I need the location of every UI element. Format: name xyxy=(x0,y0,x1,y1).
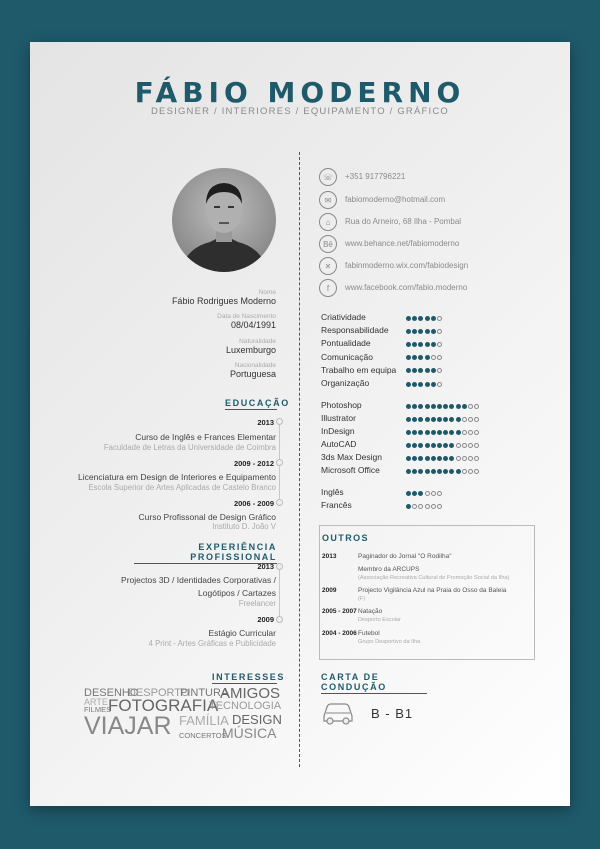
rating-dot-filled xyxy=(425,329,430,334)
rating-dot-empty xyxy=(474,417,479,422)
rating-dot-filled xyxy=(443,430,448,435)
interest-word: DESPORTO xyxy=(128,687,190,699)
resume-name: FÁBIO MODERNO xyxy=(134,76,466,109)
rating-dot-filled xyxy=(406,382,411,387)
rating-dot-empty xyxy=(468,430,473,435)
education-school: Faculdade de Letras da Universidade de Coimbra xyxy=(103,443,276,452)
skill-label: Illustrator xyxy=(321,413,356,423)
contact-phone: +351 917796221 xyxy=(345,172,406,181)
behance-icon: Bē xyxy=(319,235,337,253)
outros-title: Paginador do Jornal "O Rodilha" xyxy=(358,553,452,560)
rating-dot-empty xyxy=(425,504,430,509)
rating-dot-filled xyxy=(431,368,436,373)
skill-label: Inglês xyxy=(321,487,344,497)
column-divider xyxy=(299,152,300,767)
contact-behance[interactable]: www.behance.net/fabiomoderno xyxy=(345,239,460,248)
rating-dot-filled xyxy=(412,469,417,474)
skill-rating xyxy=(406,453,479,463)
rating-dot-empty xyxy=(437,316,442,321)
rating-dot-filled xyxy=(431,316,436,321)
education-year: 2013 xyxy=(257,418,274,427)
rating-dot-filled xyxy=(437,404,442,409)
rating-dot-filled xyxy=(412,443,417,448)
experience-timeline xyxy=(279,566,280,620)
rating-dot-filled xyxy=(449,443,454,448)
rating-dot-filled xyxy=(431,417,436,422)
rating-dot-filled xyxy=(412,316,417,321)
mail-icon: ✉ xyxy=(319,191,337,209)
rating-dot-filled xyxy=(412,430,417,435)
rating-dot-filled xyxy=(425,430,430,435)
rating-dot-filled xyxy=(406,504,411,509)
rating-dot-filled xyxy=(412,382,417,387)
rating-dot-filled xyxy=(431,430,436,435)
rating-dot-empty xyxy=(468,469,473,474)
rating-dot-empty xyxy=(431,355,436,360)
outros-year: 2004 - 2006 xyxy=(322,630,357,637)
rating-dot-filled xyxy=(412,417,417,422)
rating-dot-filled xyxy=(406,342,411,347)
rating-dot-filled xyxy=(412,456,417,461)
skill-label: Comunicação xyxy=(321,351,373,362)
rating-dot-empty xyxy=(437,382,442,387)
rating-dot-filled xyxy=(425,316,430,321)
rating-dot-empty xyxy=(437,329,442,334)
education-heading: EDUCAÇÃO xyxy=(225,398,290,408)
rating-dot-filled xyxy=(406,404,411,409)
education-year: 2006 - 2009 xyxy=(233,499,274,508)
rating-dot-filled xyxy=(412,355,417,360)
rating-dot-filled xyxy=(425,443,430,448)
experience-company: 4 Print - Artes Gráficas e Publicidade xyxy=(148,639,276,648)
outros-heading: OUTROS xyxy=(322,533,369,543)
rating-dot-empty xyxy=(425,491,430,496)
rating-dot-filled xyxy=(406,329,411,334)
rating-dot-filled xyxy=(406,316,411,321)
rating-dot-filled xyxy=(431,342,436,347)
rating-dot-empty xyxy=(468,443,473,448)
interest-word: TECNOLOGIA xyxy=(209,700,282,712)
rating-dot-filled xyxy=(425,456,430,461)
rating-dot-filled xyxy=(425,382,430,387)
experience-title: Logótipos / Cartazes xyxy=(198,588,276,598)
interest-word: FAMÍLIA xyxy=(179,713,229,728)
rating-dot-empty xyxy=(437,368,442,373)
rating-dot-empty xyxy=(431,504,436,509)
rating-dot-filled xyxy=(406,355,411,360)
timeline-dot xyxy=(276,459,283,466)
rating-dot-filled xyxy=(418,443,423,448)
skill-label: Photoshop xyxy=(321,400,362,410)
outros-sub: Desporto Escolar xyxy=(358,617,401,623)
skill-rating xyxy=(406,440,479,450)
rating-dot-filled xyxy=(406,430,411,435)
contact-website[interactable]: fabinmoderno.wix.com/fabiodesign xyxy=(345,261,469,270)
rating-dot-filled xyxy=(431,443,436,448)
outros-sub: (Associação Recreativa Cultural de Promoção Social da Ilha) xyxy=(358,575,510,581)
skill-rating xyxy=(406,313,442,323)
profile-photo xyxy=(172,168,276,272)
rating-dot-empty xyxy=(412,504,417,509)
rating-dot-filled xyxy=(431,469,436,474)
skill-label: 3ds Max Design xyxy=(321,452,382,462)
rating-dot-empty xyxy=(437,342,442,347)
skill-label: AutoCAD xyxy=(321,439,357,449)
personal-value: Portuguesa xyxy=(229,369,276,379)
experience-year: 2013 xyxy=(257,562,274,571)
skill-rating xyxy=(406,466,479,476)
personal-label: Naturalidade xyxy=(239,338,276,345)
education-title: Licenciatura em Design de Interiores e Equipamento xyxy=(78,472,276,482)
experience-title: Estágio Curricular xyxy=(208,628,276,638)
skill-rating xyxy=(406,488,442,498)
rating-dot-empty xyxy=(462,456,467,461)
home-icon: ⌂ xyxy=(319,213,337,231)
skill-rating xyxy=(406,353,442,363)
rating-dot-filled xyxy=(418,355,423,360)
rating-dot-filled xyxy=(431,456,436,461)
timeline-dot xyxy=(276,418,283,425)
rating-dot-filled xyxy=(418,491,423,496)
outros-sub: (F) xyxy=(358,596,366,602)
interest-word: AMIGOS xyxy=(220,685,281,702)
skill-label: Trabalho em equipa xyxy=(321,364,397,375)
interest-word: ARTE xyxy=(84,697,108,707)
rating-dot-empty xyxy=(462,469,467,474)
rating-dot-filled xyxy=(418,404,423,409)
rating-dot-filled xyxy=(418,456,423,461)
rating-dot-empty xyxy=(474,456,479,461)
experience-title: Projectos 3D / Identidades Corporativas / xyxy=(121,575,276,585)
personal-label: Nacionalidade xyxy=(234,362,276,369)
education-school: Escola Superior de Artes Aplicadas de Castelo Branco xyxy=(88,483,276,492)
rating-dot-empty xyxy=(462,430,467,435)
education-title: Curso Profissonal de Design Gráfico xyxy=(138,512,276,522)
rating-dot-empty xyxy=(474,430,479,435)
rating-dot-empty xyxy=(437,491,442,496)
rating-dot-empty xyxy=(468,417,473,422)
rating-dot-filled xyxy=(431,329,436,334)
personal-value: 08/04/1991 xyxy=(230,320,276,330)
contact-address: Rua do Arneiro, 68 Ilha - Pombal xyxy=(345,217,462,226)
rating-dot-filled xyxy=(431,382,436,387)
skill-label: Francês xyxy=(321,500,352,510)
education-year: 2009 - 2012 xyxy=(233,459,274,468)
rating-dot-empty xyxy=(462,443,467,448)
rating-dot-filled xyxy=(412,368,417,373)
skill-label: Organização xyxy=(321,378,370,388)
rating-dot-filled xyxy=(437,443,442,448)
experience-heading: EXPERIÊNCIA PROFISSIONAL xyxy=(134,542,277,564)
rating-dot-filled xyxy=(456,469,461,474)
rating-dot-filled xyxy=(412,491,417,496)
interests-word-cloud xyxy=(84,686,284,746)
rating-dot-filled xyxy=(443,417,448,422)
rating-dot-filled xyxy=(425,469,430,474)
rating-dot-filled xyxy=(418,342,423,347)
outros-sub: Grupo Desportivo da Ilha xyxy=(358,639,421,645)
outros-year: 2005 - 2007 xyxy=(322,608,357,615)
rating-dot-empty xyxy=(437,504,442,509)
license-heading: CARTA DE CONDUÇÃO xyxy=(321,672,427,694)
rating-dot-filled xyxy=(418,382,423,387)
rating-dot-empty xyxy=(418,504,423,509)
rating-dot-filled xyxy=(437,417,442,422)
portrait-icon xyxy=(172,168,276,272)
skill-rating xyxy=(406,501,442,511)
rating-dot-filled xyxy=(449,404,454,409)
interest-word: PINTURA xyxy=(180,687,229,699)
rating-dot-filled xyxy=(412,342,417,347)
rating-dot-filled xyxy=(456,430,461,435)
interest-word: FOTOGRAFIA xyxy=(108,696,219,715)
interest-word: DESENHO xyxy=(84,687,139,699)
rating-dot-filled xyxy=(425,417,430,422)
rating-dot-filled xyxy=(449,417,454,422)
rating-dot-filled xyxy=(418,417,423,422)
outros-title: Projecto Vigilância Azul na Praia do Osso da Baleia xyxy=(358,587,507,594)
education-school: Instituto D. João V xyxy=(212,522,276,531)
rating-dot-empty xyxy=(462,417,467,422)
rating-dot-filled xyxy=(418,316,423,321)
rating-dot-filled xyxy=(449,430,454,435)
rating-dot-filled xyxy=(425,404,430,409)
rating-dot-filled xyxy=(431,404,436,409)
interests-heading: INTERESSES xyxy=(212,672,286,682)
phone-icon: ☏ xyxy=(319,168,337,186)
rating-dot-filled xyxy=(443,469,448,474)
skill-rating xyxy=(406,326,442,336)
outros-title: Natação xyxy=(358,608,383,615)
personal-label: Nome xyxy=(258,289,276,296)
rating-dot-empty xyxy=(431,491,436,496)
rating-dot-filled xyxy=(437,456,442,461)
facebook-icon: f xyxy=(319,279,337,297)
rating-dot-filled xyxy=(418,430,423,435)
experience-year: 2009 xyxy=(257,615,274,624)
rating-dot-filled xyxy=(443,456,448,461)
rating-dot-filled xyxy=(425,355,430,360)
outros-year: 2009 xyxy=(322,587,337,594)
rating-dot-filled xyxy=(462,404,467,409)
skill-label: Criatividade xyxy=(321,312,366,322)
rating-dot-filled xyxy=(412,404,417,409)
skill-rating xyxy=(406,427,479,437)
rating-dot-filled xyxy=(425,342,430,347)
skill-rating xyxy=(406,414,479,424)
resume-subtitle: DESIGNER / INTERIORES / EQUIPAMENTO / GRÁFICO xyxy=(150,106,450,117)
rating-dot-filled xyxy=(406,456,411,461)
personal-value: Luxemburgo xyxy=(225,345,276,355)
rating-dot-empty xyxy=(474,404,479,409)
rating-dot-empty xyxy=(474,443,479,448)
rating-dot-filled xyxy=(437,469,442,474)
rating-dot-filled xyxy=(443,443,448,448)
rating-dot-filled xyxy=(418,329,423,334)
rating-dot-empty xyxy=(437,355,442,360)
rating-dot-filled xyxy=(406,491,411,496)
experience-company: Freelancer xyxy=(238,599,276,608)
interest-word: CONCERTOS xyxy=(179,731,227,740)
skill-rating xyxy=(406,366,442,376)
rating-dot-empty xyxy=(474,469,479,474)
license-categories: B - B1 xyxy=(371,706,414,721)
rating-dot-filled xyxy=(437,430,442,435)
education-title: Curso de Inglês e Frances Elementar xyxy=(135,432,276,442)
rating-dot-filled xyxy=(406,469,411,474)
rating-dot-filled xyxy=(425,368,430,373)
rating-dot-filled xyxy=(443,404,448,409)
rating-dot-empty xyxy=(468,456,473,461)
outros-title: Futebol xyxy=(358,630,380,637)
rating-dot-filled xyxy=(449,456,454,461)
outros-title: Membro da ARCUPS xyxy=(358,566,420,573)
rating-dot-empty xyxy=(468,404,473,409)
contact-email[interactable]: fabiomoderno@hotmail.com xyxy=(345,195,446,204)
rating-dot-filled xyxy=(418,368,423,373)
timeline-dot xyxy=(276,616,283,623)
interest-word: FILMES xyxy=(84,705,112,714)
rating-dot-filled xyxy=(406,368,411,373)
skill-rating xyxy=(406,339,442,349)
wix-icon: ✕ xyxy=(319,257,337,275)
rating-dot-filled xyxy=(412,329,417,334)
skill-rating xyxy=(406,401,479,411)
interest-word: DESIGN xyxy=(232,712,282,727)
rating-dot-filled xyxy=(456,417,461,422)
skill-label: Microsoft Office xyxy=(321,465,380,475)
rating-dot-filled xyxy=(449,469,454,474)
rating-dot-empty xyxy=(456,443,461,448)
rating-dot-filled xyxy=(456,404,461,409)
skill-label: Responsabilidade xyxy=(321,325,389,336)
interest-word: MÚSICA xyxy=(222,725,277,741)
rating-dot-empty xyxy=(456,456,461,461)
contact-facebook[interactable]: www.facebook.com/fabio.moderno xyxy=(345,283,468,292)
personal-value: Fábio Rodrigues Moderno xyxy=(171,296,276,306)
rating-dot-filled xyxy=(418,469,423,474)
interest-word: VIAJAR xyxy=(84,712,172,740)
outros-year: 2013 xyxy=(322,553,337,560)
personal-label: Data de Nascimento xyxy=(217,313,276,320)
rating-dot-filled xyxy=(406,443,411,448)
skill-label: InDesign xyxy=(321,426,355,436)
rating-dot-filled xyxy=(406,417,411,422)
car-icon xyxy=(320,700,356,731)
skill-rating xyxy=(406,379,442,389)
timeline-dot xyxy=(276,499,283,506)
timeline-dot xyxy=(276,563,283,570)
skill-label: Pontualidade xyxy=(321,338,371,349)
